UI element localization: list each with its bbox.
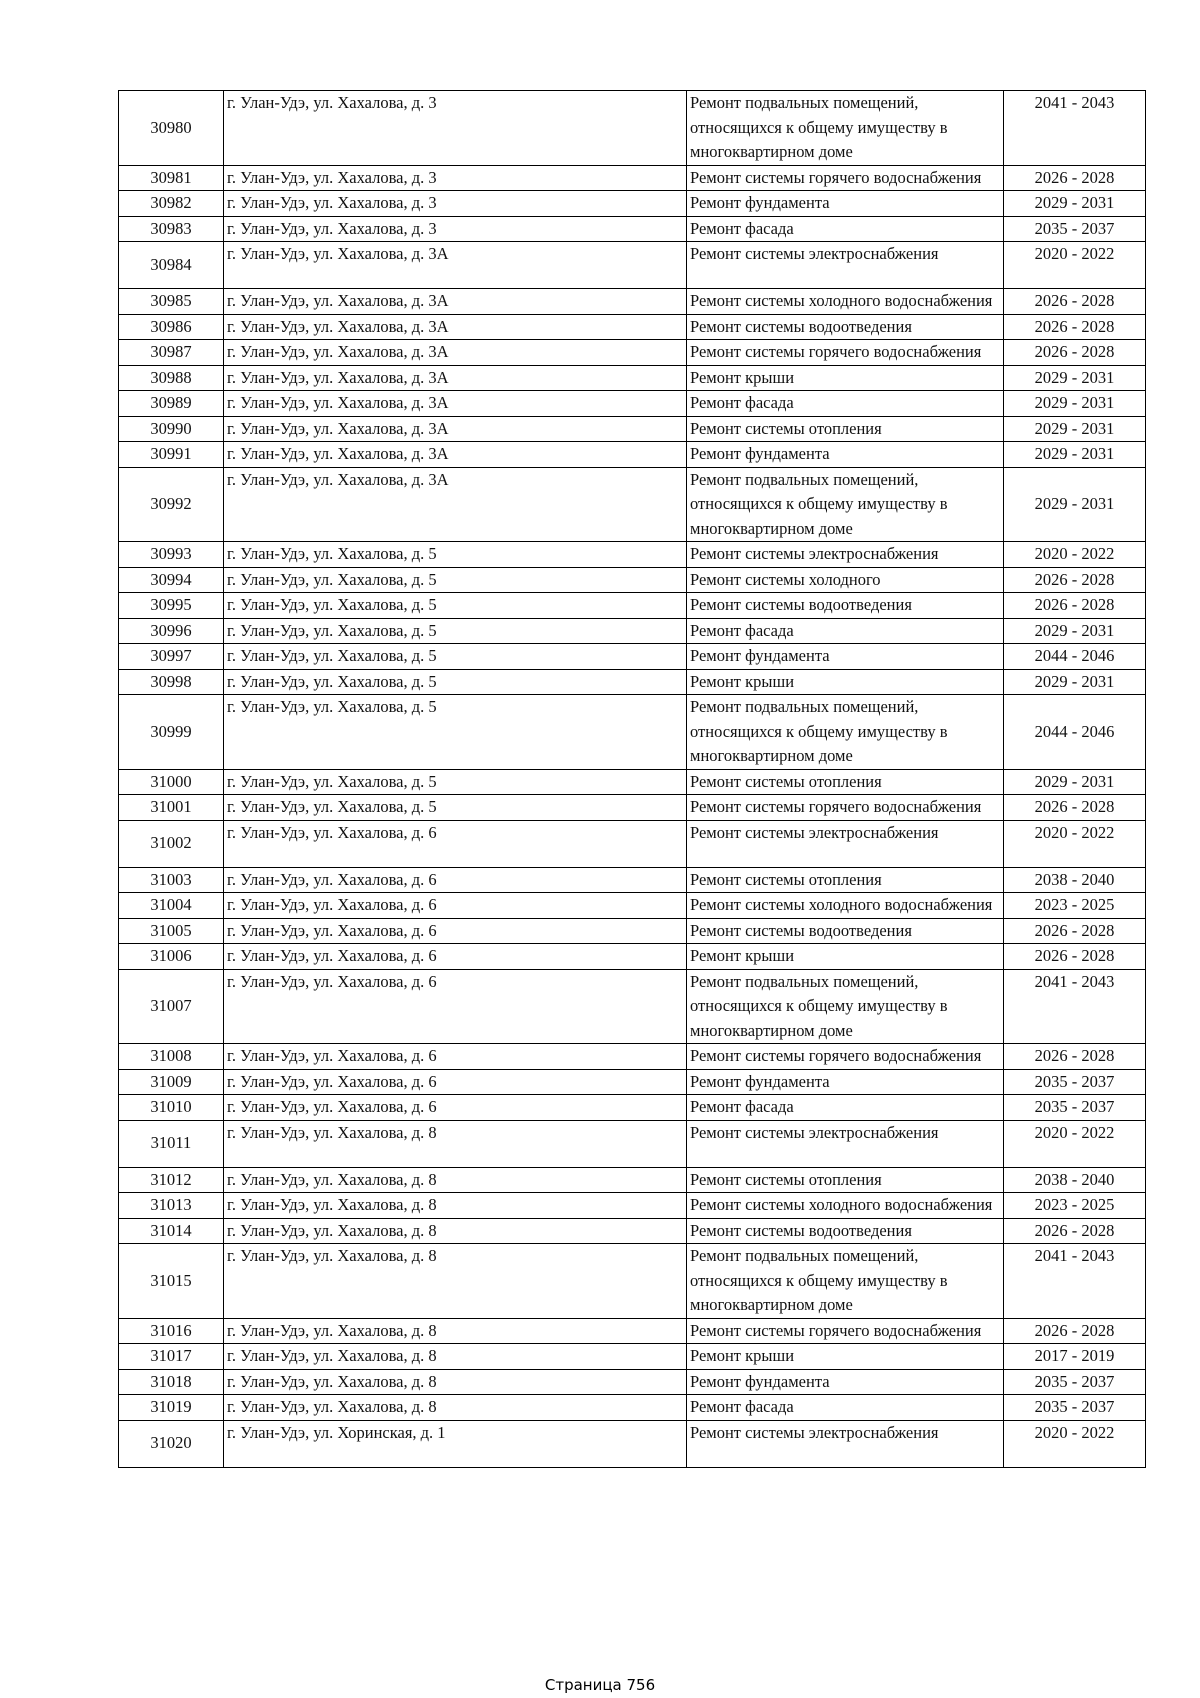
table-row: [119, 1167, 1146, 1193]
table-row: [119, 1120, 1146, 1167]
period-cell: 2029 - 2031: [1004, 467, 1146, 542]
row-number-cell: 31008: [119, 1044, 224, 1070]
table-row: [119, 91, 1146, 166]
period-cell: 2026 - 2028: [1004, 289, 1146, 315]
work-type-cell: Ремонт системы горячего водоснабжения: [687, 340, 1004, 366]
table-row: [119, 340, 1146, 366]
work-type-cell: Ремонт крыши: [687, 944, 1004, 970]
period-cell: 2026 - 2028: [1004, 593, 1146, 619]
period-cell: 2026 - 2028: [1004, 1318, 1146, 1344]
table-row: [119, 1095, 1146, 1121]
table-row: [119, 416, 1146, 442]
address-cell: г. Улан-Удэ, ул. Хахалова, д. 8: [224, 1244, 687, 1319]
row-number-cell: 31004: [119, 893, 224, 919]
row-number-cell: 30997: [119, 644, 224, 670]
work-type-cell: Ремонт фундамента: [687, 644, 1004, 670]
page-number: Страница 756: [544, 1676, 656, 1694]
row-number-cell: 31019: [119, 1395, 224, 1421]
address-cell: г. Улан-Удэ, ул. Хоринская, д. 1: [224, 1420, 687, 1467]
period-cell: 2029 - 2031: [1004, 769, 1146, 795]
period-cell: 2029 - 2031: [1004, 416, 1146, 442]
work-type-cell: Ремонт подвальных помещений, относящихся к общему имуществу в многоквартирном доме: [687, 1244, 1004, 1319]
row-number-cell: 31002: [119, 820, 224, 867]
row-number-cell: 30987: [119, 340, 224, 366]
work-type-cell: Ремонт системы водоотведения: [687, 314, 1004, 340]
table-row: [119, 165, 1146, 191]
period-cell: 2029 - 2031: [1004, 669, 1146, 695]
address-cell: г. Улан-Удэ, ул. Хахалова, д. 6: [224, 1044, 687, 1070]
table-row: [119, 442, 1146, 468]
table-row: [119, 820, 1146, 867]
period-cell: 2026 - 2028: [1004, 918, 1146, 944]
work-type-cell: Ремонт системы водоотведения: [687, 1218, 1004, 1244]
table-row: [119, 1044, 1146, 1070]
period-cell: 2026 - 2028: [1004, 1218, 1146, 1244]
address-cell: г. Улан-Удэ, ул. Хахалова, д. 3А: [224, 365, 687, 391]
address-cell: г. Улан-Удэ, ул. Хахалова, д. 5: [224, 769, 687, 795]
row-number-cell: 31001: [119, 795, 224, 821]
address-cell: г. Улан-Удэ, ул. Хахалова, д. 5: [224, 618, 687, 644]
table-row: [119, 314, 1146, 340]
table-row: [119, 542, 1146, 568]
period-cell: 2041 - 2043: [1004, 969, 1146, 1044]
row-number-cell: 30996: [119, 618, 224, 644]
row-number-cell: 30989: [119, 391, 224, 417]
address-cell: г. Улан-Удэ, ул. Хахалова, д. 8: [224, 1193, 687, 1219]
row-number-cell: 30986: [119, 314, 224, 340]
table-row: [119, 1218, 1146, 1244]
address-cell: г. Улан-Удэ, ул. Хахалова, д. 3А: [224, 391, 687, 417]
row-number-cell: 31009: [119, 1069, 224, 1095]
work-type-cell: Ремонт системы отопления: [687, 867, 1004, 893]
table-row: [119, 1369, 1146, 1395]
table-row: [119, 1069, 1146, 1095]
period-cell: 2020 - 2022: [1004, 1120, 1146, 1167]
table-row: [119, 242, 1146, 289]
row-number-cell: 31010: [119, 1095, 224, 1121]
table-row: [119, 289, 1146, 315]
work-type-cell: Ремонт фундамента: [687, 191, 1004, 217]
address-cell: г. Улан-Удэ, ул. Хахалова, д. 6: [224, 969, 687, 1044]
work-type-cell: Ремонт системы электроснабжения: [687, 242, 1004, 289]
row-number-cell: 30995: [119, 593, 224, 619]
row-number-cell: 31018: [119, 1369, 224, 1395]
work-type-cell: Ремонт подвальных помещений, относящихся к общему имуществу в многоквартирном доме: [687, 91, 1004, 166]
period-cell: 2029 - 2031: [1004, 191, 1146, 217]
address-cell: г. Улан-Удэ, ул. Хахалова, д. 8: [224, 1369, 687, 1395]
work-type-cell: Ремонт фундамента: [687, 1069, 1004, 1095]
period-cell: 2035 - 2037: [1004, 1095, 1146, 1121]
address-cell: г. Улан-Удэ, ул. Хахалова, д. 8: [224, 1167, 687, 1193]
address-cell: г. Улан-Удэ, ул. Хахалова, д. 3: [224, 165, 687, 191]
address-cell: г. Улан-Удэ, ул. Хахалова, д. 3А: [224, 314, 687, 340]
address-cell: г. Улан-Удэ, ул. Хахалова, д. 3А: [224, 416, 687, 442]
row-number-cell: 31014: [119, 1218, 224, 1244]
work-type-cell: Ремонт подвальных помещений, относящихся к общему имуществу в многоквартирном доме: [687, 969, 1004, 1044]
period-cell: 2026 - 2028: [1004, 795, 1146, 821]
period-cell: 2029 - 2031: [1004, 442, 1146, 468]
period-cell: 2044 - 2046: [1004, 644, 1146, 670]
row-number-cell: 30980: [119, 91, 224, 166]
work-type-cell: Ремонт системы холодного водоснабжения: [687, 289, 1004, 315]
period-cell: 2035 - 2037: [1004, 1069, 1146, 1095]
table-row: [119, 216, 1146, 242]
period-cell: 2026 - 2028: [1004, 340, 1146, 366]
address-cell: г. Улан-Удэ, ул. Хахалова, д. 6: [224, 1095, 687, 1121]
table-row: [119, 944, 1146, 970]
work-type-cell: Ремонт фасада: [687, 1095, 1004, 1121]
address-cell: г. Улан-Удэ, ул. Хахалова, д. 5: [224, 669, 687, 695]
row-number-cell: 31007: [119, 969, 224, 1044]
period-cell: 2038 - 2040: [1004, 1167, 1146, 1193]
work-type-cell: Ремонт системы холодного водоснабжения: [687, 893, 1004, 919]
work-type-cell: Ремонт системы холодного: [687, 567, 1004, 593]
row-number-cell: 30985: [119, 289, 224, 315]
row-number-cell: 31017: [119, 1344, 224, 1370]
table-row: [119, 1420, 1146, 1467]
address-cell: г. Улан-Удэ, ул. Хахалова, д. 5: [224, 593, 687, 619]
work-type-cell: Ремонт системы водоотведения: [687, 593, 1004, 619]
table-row: [119, 391, 1146, 417]
work-type-cell: Ремонт системы электроснабжения: [687, 1120, 1004, 1167]
table-row: [119, 1318, 1146, 1344]
table-row: [119, 695, 1146, 770]
repair-schedule-table: [118, 90, 1146, 1468]
work-type-cell: Ремонт системы горячего водоснабжения: [687, 165, 1004, 191]
period-cell: 2029 - 2031: [1004, 365, 1146, 391]
row-number-cell: 30998: [119, 669, 224, 695]
period-cell: 2035 - 2037: [1004, 216, 1146, 242]
period-cell: 2038 - 2040: [1004, 867, 1146, 893]
address-cell: г. Улан-Удэ, ул. Хахалова, д. 3А: [224, 467, 687, 542]
row-number-cell: 31015: [119, 1244, 224, 1319]
table-row: [119, 795, 1146, 821]
work-type-cell: Ремонт системы горячего водоснабжения: [687, 795, 1004, 821]
row-number-cell: 31003: [119, 867, 224, 893]
row-number-cell: 31011: [119, 1120, 224, 1167]
address-cell: г. Улан-Удэ, ул. Хахалова, д. 5: [224, 542, 687, 568]
row-number-cell: 31012: [119, 1167, 224, 1193]
period-cell: 2020 - 2022: [1004, 542, 1146, 568]
address-cell: г. Улан-Удэ, ул. Хахалова, д. 6: [224, 944, 687, 970]
table-row: [119, 1344, 1146, 1370]
address-cell: г. Улан-Удэ, ул. Хахалова, д. 3А: [224, 242, 687, 289]
work-type-cell: Ремонт системы электроснабжения: [687, 1420, 1004, 1467]
address-cell: г. Улан-Удэ, ул. Хахалова, д. 8: [224, 1395, 687, 1421]
table-row: [119, 618, 1146, 644]
row-number-cell: 30993: [119, 542, 224, 568]
work-type-cell: Ремонт системы электроснабжения: [687, 542, 1004, 568]
table-row: [119, 365, 1146, 391]
row-number-cell: 30992: [119, 467, 224, 542]
work-type-cell: Ремонт крыши: [687, 365, 1004, 391]
row-number-cell: 31020: [119, 1420, 224, 1467]
work-type-cell: Ремонт системы водоотведения: [687, 918, 1004, 944]
row-number-cell: 30982: [119, 191, 224, 217]
period-cell: 2041 - 2043: [1004, 1244, 1146, 1319]
table-row: [119, 918, 1146, 944]
address-cell: г. Улан-Удэ, ул. Хахалова, д. 3А: [224, 442, 687, 468]
address-cell: г. Улан-Удэ, ул. Хахалова, д. 3А: [224, 289, 687, 315]
row-number-cell: 30999: [119, 695, 224, 770]
work-type-cell: Ремонт фасада: [687, 216, 1004, 242]
work-type-cell: Ремонт системы холодного водоснабжения: [687, 1193, 1004, 1219]
work-type-cell: Ремонт системы отопления: [687, 769, 1004, 795]
work-type-cell: Ремонт системы горячего водоснабжения: [687, 1044, 1004, 1070]
period-cell: 2026 - 2028: [1004, 1044, 1146, 1070]
address-cell: г. Улан-Удэ, ул. Хахалова, д. 6: [224, 893, 687, 919]
row-number-cell: 31016: [119, 1318, 224, 1344]
work-type-cell: Ремонт крыши: [687, 1344, 1004, 1370]
row-number-cell: 30991: [119, 442, 224, 468]
row-number-cell: 31000: [119, 769, 224, 795]
row-number-cell: 31013: [119, 1193, 224, 1219]
address-cell: г. Улан-Удэ, ул. Хахалова, д. 5: [224, 795, 687, 821]
period-cell: 2044 - 2046: [1004, 695, 1146, 770]
work-type-cell: Ремонт подвальных помещений, относящихся к общему имуществу в многоквартирном доме: [687, 467, 1004, 542]
address-cell: г. Улан-Удэ, ул. Хахалова, д. 3: [224, 216, 687, 242]
address-cell: г. Улан-Удэ, ул. Хахалова, д. 5: [224, 695, 687, 770]
table-row: [119, 893, 1146, 919]
table-row: [119, 593, 1146, 619]
period-cell: 2017 - 2019: [1004, 1344, 1146, 1370]
table-row: [119, 1193, 1146, 1219]
work-type-cell: Ремонт системы электроснабжения: [687, 820, 1004, 867]
repair-schedule-table-container: [118, 90, 1145, 1468]
address-cell: г. Улан-Удэ, ул. Хахалова, д. 8: [224, 1344, 687, 1370]
table-row: [119, 669, 1146, 695]
work-type-cell: Ремонт фасада: [687, 618, 1004, 644]
work-type-cell: Ремонт системы отопления: [687, 416, 1004, 442]
row-number-cell: 30990: [119, 416, 224, 442]
period-cell: 2035 - 2037: [1004, 1369, 1146, 1395]
period-cell: 2023 - 2025: [1004, 893, 1146, 919]
table-row: [119, 191, 1146, 217]
period-cell: 2026 - 2028: [1004, 567, 1146, 593]
period-cell: 2020 - 2022: [1004, 820, 1146, 867]
table-row: [119, 644, 1146, 670]
row-number-cell: 31006: [119, 944, 224, 970]
address-cell: г. Улан-Удэ, ул. Хахалова, д. 3: [224, 191, 687, 217]
period-cell: 2029 - 2031: [1004, 391, 1146, 417]
work-type-cell: Ремонт фасада: [687, 1395, 1004, 1421]
address-cell: г. Улан-Удэ, ул. Хахалова, д. 6: [224, 867, 687, 893]
table-row: [119, 969, 1146, 1044]
work-type-cell: Ремонт фундамента: [687, 442, 1004, 468]
address-cell: г. Улан-Удэ, ул. Хахалова, д. 8: [224, 1318, 687, 1344]
table-row: [119, 1244, 1146, 1319]
work-type-cell: Ремонт системы горячего водоснабжения: [687, 1318, 1004, 1344]
period-cell: 2041 - 2043: [1004, 91, 1146, 166]
table-row: [119, 769, 1146, 795]
work-type-cell: Ремонт системы отопления: [687, 1167, 1004, 1193]
period-cell: 2026 - 2028: [1004, 165, 1146, 191]
row-number-cell: 30983: [119, 216, 224, 242]
period-cell: 2026 - 2028: [1004, 314, 1146, 340]
row-number-cell: 30981: [119, 165, 224, 191]
table-row: [119, 567, 1146, 593]
work-type-cell: Ремонт крыши: [687, 669, 1004, 695]
table-row: [119, 467, 1146, 542]
address-cell: г. Улан-Удэ, ул. Хахалова, д. 8: [224, 1218, 687, 1244]
address-cell: г. Улан-Удэ, ул. Хахалова, д. 5: [224, 644, 687, 670]
work-type-cell: Ремонт подвальных помещений, относящихся к общему имуществу в многоквартирном доме: [687, 695, 1004, 770]
address-cell: г. Улан-Удэ, ул. Хахалова, д. 5: [224, 567, 687, 593]
row-number-cell: 30984: [119, 242, 224, 289]
address-cell: г. Улан-Удэ, ул. Хахалова, д. 6: [224, 1069, 687, 1095]
table-body: [119, 91, 1146, 1468]
work-type-cell: Ремонт фасада: [687, 391, 1004, 417]
period-cell: 2035 - 2037: [1004, 1395, 1146, 1421]
address-cell: г. Улан-Удэ, ул. Хахалова, д. 8: [224, 1120, 687, 1167]
table-row: [119, 1395, 1146, 1421]
row-number-cell: 30994: [119, 567, 224, 593]
period-cell: 2020 - 2022: [1004, 1420, 1146, 1467]
address-cell: г. Улан-Удэ, ул. Хахалова, д. 6: [224, 918, 687, 944]
period-cell: 2023 - 2025: [1004, 1193, 1146, 1219]
table-row: [119, 867, 1146, 893]
period-cell: 2020 - 2022: [1004, 242, 1146, 289]
period-cell: 2026 - 2028: [1004, 944, 1146, 970]
address-cell: г. Улан-Удэ, ул. Хахалова, д. 3А: [224, 340, 687, 366]
address-cell: г. Улан-Удэ, ул. Хахалова, д. 3: [224, 91, 687, 166]
work-type-cell: Ремонт фундамента: [687, 1369, 1004, 1395]
row-number-cell: 31005: [119, 918, 224, 944]
period-cell: 2029 - 2031: [1004, 618, 1146, 644]
row-number-cell: 30988: [119, 365, 224, 391]
address-cell: г. Улан-Удэ, ул. Хахалова, д. 6: [224, 820, 687, 867]
